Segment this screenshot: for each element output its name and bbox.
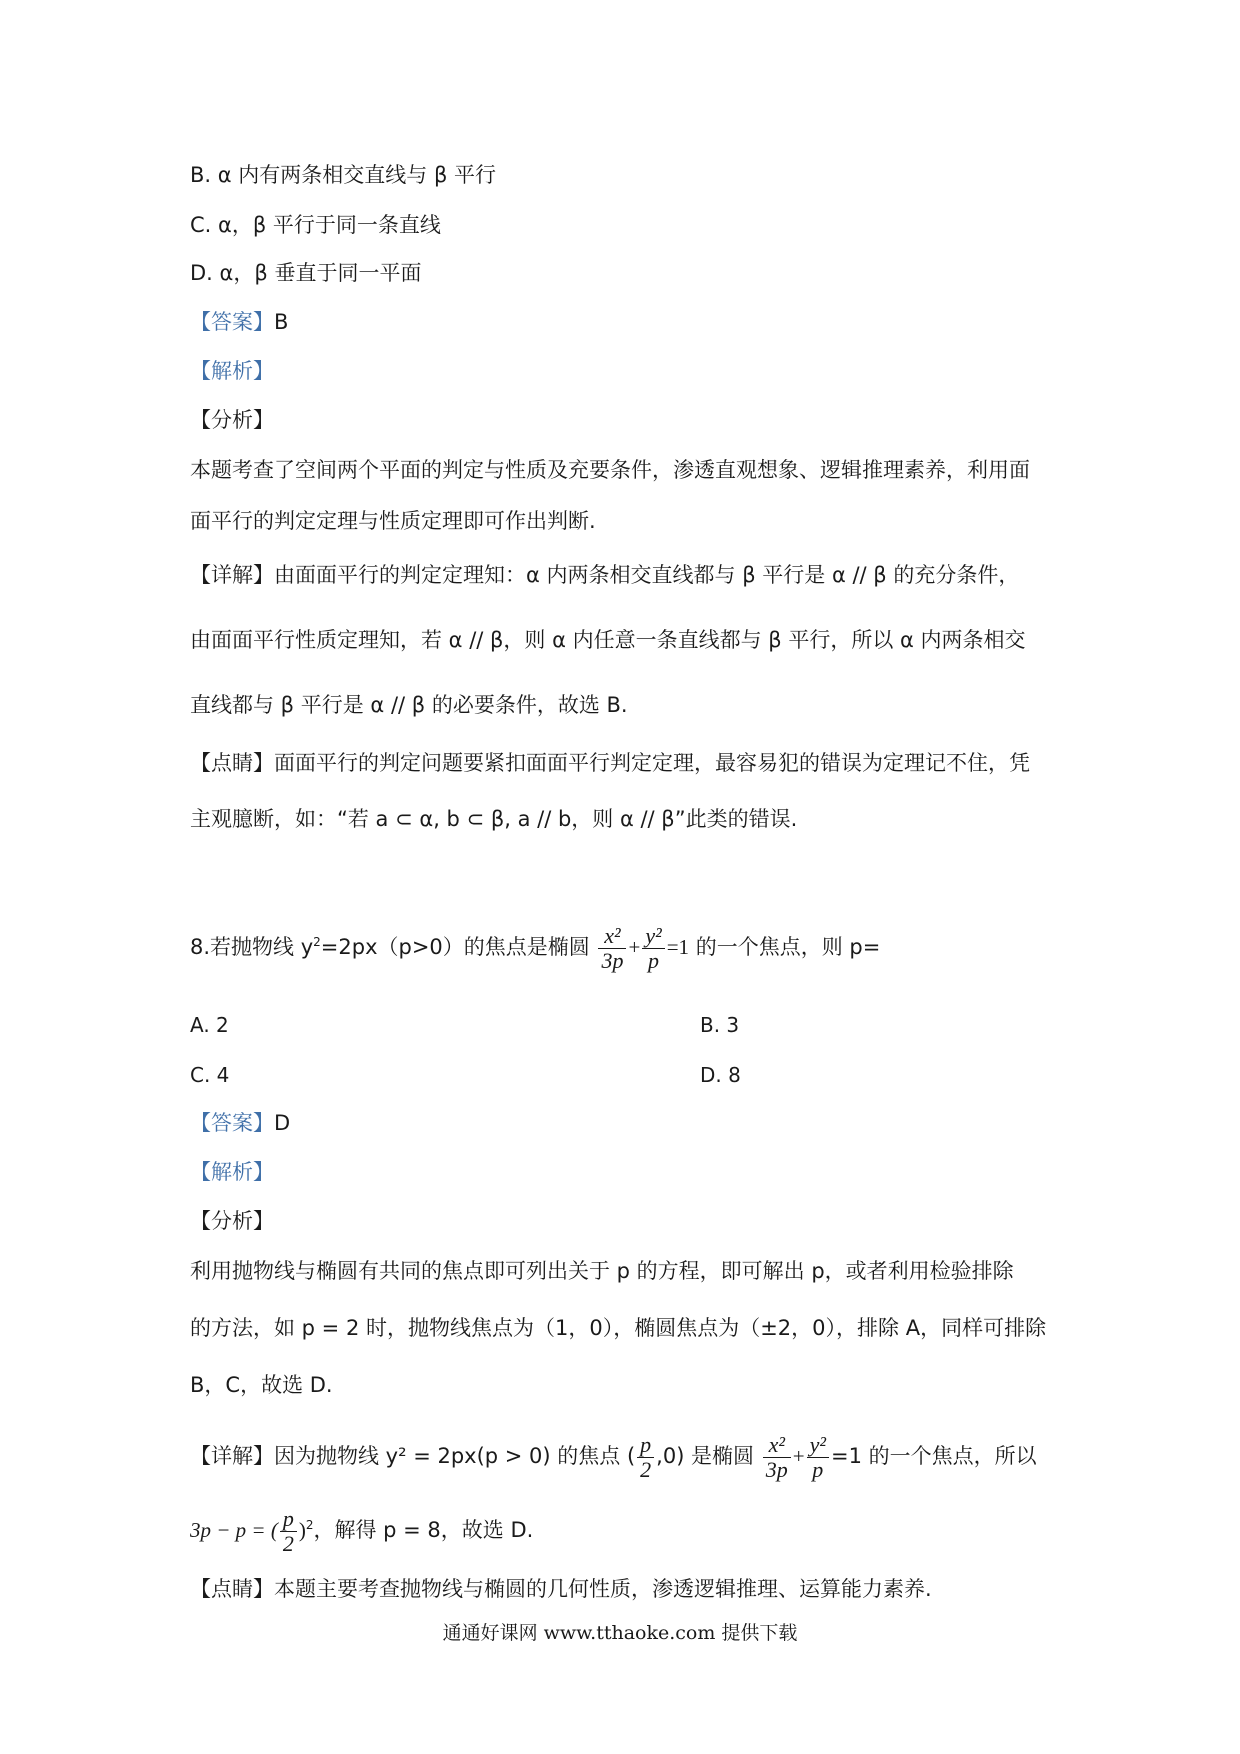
solve-suffix: ，解得 p = 8，故选 D. — [313, 1518, 534, 1542]
answer-label: 【答案】 — [190, 1111, 274, 1135]
frac-denominator: p — [648, 947, 660, 973]
q7-fenxi-line-1: 本题考查了空间两个平面的判定与性质及充要条件，渗透直观想象、逻辑推理素养，利用面 — [190, 458, 1030, 482]
frac-denominator: 3p — [765, 1456, 788, 1482]
q8-option-d: D. 8 — [700, 1063, 741, 1087]
plus-sign: + — [792, 1444, 805, 1468]
frac-denominator: p — [812, 1456, 824, 1482]
dianjing-label: 【点睛】 — [190, 751, 274, 775]
ellipse-fraction-y — [642, 924, 664, 973]
ellipse-fraction-y — [807, 1433, 829, 1482]
detail-label: 【详解】 — [190, 563, 274, 587]
frac-numerator: y² — [807, 1433, 829, 1458]
q7-detail-line-1 — [190, 560, 1019, 590]
q7-jiexi-label: 【解析】 — [190, 359, 274, 383]
q8-jiexi-label: 【解析】 — [190, 1160, 274, 1184]
dianjing-text: 面面平行的判定问题要紧扣面面平行判定定理，最容易犯的错误为定理记不住，凭 — [274, 751, 1030, 775]
ellipse-fraction-x — [763, 1433, 791, 1482]
answer-value: D — [274, 1111, 291, 1135]
detail-prefix: 因为抛物线 y² = 2px(p > 0) 的焦点 ( — [274, 1444, 636, 1468]
q8-stem-mid: =2px（p>0）的焦点是椭圆 — [320, 935, 590, 959]
q7-detail-line-3: 直线都与 β 平行是 α // β 的必要条件，故选 B. — [190, 693, 628, 717]
frac-numerator: p — [637, 1433, 654, 1458]
q8-fenxi-label: 【分析】 — [190, 1209, 274, 1233]
q7-option-c: C. α，β 平行于同一条直线 — [190, 213, 441, 237]
dianjing-label: 【点睛】 — [190, 1577, 274, 1601]
q8-option-b: B. 3 — [700, 1013, 740, 1037]
solve-fraction — [280, 1507, 297, 1556]
q8-fenxi-line-2: 的方法，如 p = 2 时，抛物线焦点为（1，0），椭圆焦点为（±2，0），排除 A，同样可排除 — [190, 1316, 1047, 1340]
q8-stem — [190, 918, 880, 976]
answer-value: B — [274, 310, 289, 334]
frac-numerator: x² — [598, 924, 626, 949]
q8-stem-sup: 2 — [313, 935, 321, 949]
q8-option-a: A. 2 — [190, 1013, 229, 1037]
solve-sup: 2 — [305, 1518, 314, 1532]
detail-text: 由面面平行的判定定理知：α 内两条相交直线都与 β 平行是 α // β 的充分条件， — [274, 563, 1020, 587]
q7-dianjing-line-2: 主观臆断，如：“若 a ⊂ α, b ⊂ β, a // b，则 α // β”此类的错误. — [190, 807, 798, 831]
q8-dianjing — [190, 1574, 932, 1604]
dianjing-text: 本题主要考查抛物线与椭圆的几何性质，渗透逻辑推理、运算能力素养. — [274, 1577, 932, 1601]
frac-numerator: p — [280, 1507, 297, 1532]
q7-fenxi-label: 【分析】 — [190, 408, 274, 432]
frac-denominator: 3p — [601, 947, 624, 973]
q7-answer — [190, 307, 288, 337]
answer-label: 【答案】 — [190, 310, 274, 334]
frac-numerator: y² — [642, 924, 664, 949]
frac-denominator: 2 — [640, 1456, 652, 1482]
q8-stem-prefix: 8.若抛物线 y — [190, 935, 314, 959]
ellipse-fraction-x — [598, 924, 626, 973]
page-footer: 通通好课网 www.tthaoke.com 提供下载 — [442, 1622, 798, 1644]
detail-label: 【详解】 — [190, 1444, 274, 1468]
q8-stem-suffix: 的一个焦点，则 p= — [695, 935, 881, 959]
q8-option-c: C. 4 — [190, 1063, 230, 1087]
q8-detail — [190, 1426, 1037, 1486]
frac-denominator: 2 — [282, 1530, 294, 1556]
plus-sign: + — [628, 935, 641, 959]
q7-option-b: B. α 内有两条相交直线与 β 平行 — [190, 163, 497, 187]
detail-mid: ,0) 是椭圆 — [656, 1444, 755, 1468]
q7-option-d: D. α，β 垂直于同一平面 — [190, 261, 422, 285]
q7-dianjing-line-1 — [190, 748, 1030, 778]
q8-solve: 3p − p = ( $\frac{p}{2}$ )$^2$，解得 p = 8，故选 D. — [190, 1505, 534, 1556]
frac-numerator: x² — [763, 1433, 791, 1458]
q8-answer — [190, 1108, 290, 1138]
q8-fenxi-line-3: B，C，故选 D. — [190, 1373, 333, 1397]
focus-fraction — [637, 1433, 654, 1482]
q8-fenxi-line-1: 利用抛物线与椭圆有共同的焦点即可列出关于 p 的方程，即可解出 p，或者利用检验排除 — [190, 1259, 1014, 1283]
solve-prefix: 3p − p = ( — [190, 1518, 278, 1542]
q7-fenxi-line-2: 面平行的判定定理与性质定理即可作出判断. — [190, 509, 596, 533]
q7-detail-line-2: 由面面平行性质定理知，若 α // β，则 α 内任意一条直线都与 β 平行，所以 α 内两条相交 — [190, 628, 1026, 652]
equals-one: =1 — [666, 935, 690, 959]
detail-suffix: =1 的一个焦点，所以 — [830, 1444, 1037, 1468]
